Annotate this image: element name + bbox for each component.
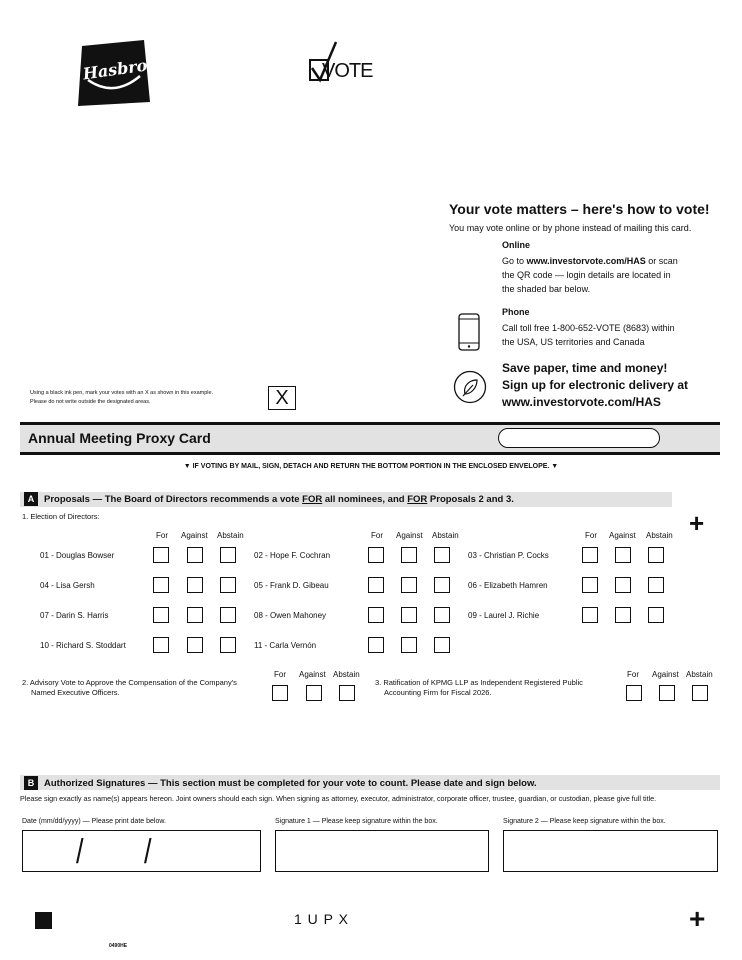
signature-2-field[interactable]: [503, 830, 718, 872]
column-header-abstain: Abstain: [217, 531, 244, 540]
nominee-label: 05 - Frank D. Gibeau: [254, 581, 329, 590]
nominee-label: 10 - Richard S. Stoddart: [40, 641, 126, 650]
nominee-9-for-checkbox[interactable]: [582, 607, 598, 623]
nominee-8-abstain-checkbox[interactable]: [434, 607, 450, 623]
nominee-2-against-checkbox[interactable]: [401, 547, 417, 563]
online-line2: the QR code — login details are located in: [502, 270, 671, 280]
proposal-2-abstain-checkbox[interactable]: [339, 685, 355, 701]
proposal-3-line1: 3. Ratification of KPMG LLP as Independent Registered Public: [375, 678, 583, 687]
how-to-vote-title: Your vote matters – here's how to vote!: [449, 201, 710, 217]
nominee-7-abstain-checkbox[interactable]: [220, 607, 236, 623]
nominee-5-against-checkbox[interactable]: [401, 577, 417, 593]
nominee-7-against-checkbox[interactable]: [187, 607, 203, 623]
proposal-2-against-checkbox[interactable]: [306, 685, 322, 701]
section-a-for1: FOR: [302, 494, 323, 505]
nominee-11-against-checkbox[interactable]: [401, 637, 417, 653]
nominee-1-abstain-checkbox[interactable]: [220, 547, 236, 563]
nominee-label: 11 - Carla Vernón: [254, 641, 317, 650]
vote-logo: [308, 40, 388, 84]
nominee-5-for-checkbox[interactable]: [368, 577, 384, 593]
nominee-4-abstain-checkbox[interactable]: [220, 577, 236, 593]
online-line1-suffix: or scan: [645, 256, 678, 266]
example-mark: X: [275, 387, 289, 409]
nominee-11-for-checkbox[interactable]: [368, 637, 384, 653]
nominee-5-abstain-checkbox[interactable]: [434, 577, 450, 593]
column-header-for: For: [371, 531, 383, 540]
nominee-3-for-checkbox[interactable]: [582, 547, 598, 563]
footer-code: 1 U P X: [294, 911, 349, 927]
proposal-3-abstain-checkbox[interactable]: [692, 685, 708, 701]
proposal-2-for-checkbox[interactable]: [272, 685, 288, 701]
nominee-9-abstain-checkbox[interactable]: [648, 607, 664, 623]
section-a-title: [44, 494, 514, 505]
column-header-against: Against: [396, 531, 423, 540]
save-line1: Save paper, time and money!: [502, 361, 668, 375]
nominee-6-against-checkbox[interactable]: [615, 577, 631, 593]
nominee-label: 02 - Hope F. Cochran: [254, 551, 331, 560]
section-b-letter: B: [24, 776, 38, 790]
nominee-label: 07 - Darin S. Harris: [40, 611, 109, 620]
signature-2-label: Signature 2 — Please keep signature within the box.: [503, 818, 666, 825]
nominee-10-against-checkbox[interactable]: [187, 637, 203, 653]
date-separator-2: /: [143, 833, 152, 871]
nominee-11-abstain-checkbox[interactable]: [434, 637, 450, 653]
column-header-abstain: Abstain: [432, 531, 459, 540]
column-header-against: Against: [609, 531, 636, 540]
hasbro-logo: [74, 40, 154, 108]
online-line1-prefix: Go to: [502, 256, 527, 266]
save-line2: Sign up for electronic delivery at: [502, 378, 689, 392]
nominee-label: 09 - Laurel J. Richie: [468, 611, 540, 620]
proposal-3-header-against: Against: [652, 670, 679, 679]
proposal-2-header-against: Against: [299, 670, 326, 679]
nominee-9-against-checkbox[interactable]: [615, 607, 631, 623]
nominee-2-abstain-checkbox[interactable]: [434, 547, 450, 563]
phone-icon: [458, 313, 480, 356]
footer-small-code: 0490HE: [109, 943, 128, 949]
save-paper-text: [502, 360, 688, 411]
nominee-6-abstain-checkbox[interactable]: [648, 577, 664, 593]
phone-line1: Call toll free 1-800-652-VOTE (8683) within: [502, 323, 675, 333]
vote-logo-text: VOTE: [322, 60, 373, 82]
date-label: Date (mm/dd/yyyy) — Please print date below.: [22, 818, 166, 825]
section-a-for2: FOR: [407, 494, 428, 505]
online-url[interactable]: www.investorvote.com/HAS: [526, 256, 646, 266]
online-title: Online: [502, 240, 531, 250]
instructions-line2: Please do not write outside the designated areas.: [30, 399, 151, 405]
nominee-6-for-checkbox[interactable]: [582, 577, 598, 593]
column-header-against: Against: [181, 531, 208, 540]
instructions-line1: Using a black ink pen, mark your votes with an X as shown in this example.: [30, 390, 214, 396]
nominee-label: 03 - Christian P. Cocks: [468, 551, 549, 560]
corner-square-mark: [35, 912, 52, 929]
column-header-abstain: Abstain: [646, 531, 673, 540]
online-line3: the shaded bar below.: [502, 284, 591, 294]
nominee-8-against-checkbox[interactable]: [401, 607, 417, 623]
nominee-10-abstain-checkbox[interactable]: [220, 637, 236, 653]
proposal-2: [22, 678, 237, 698]
phone-title: Phone: [502, 307, 530, 317]
proposal-2-line1: 2. Advisory Vote to Approve the Compensation of the Company's: [22, 678, 237, 687]
hasbro-logo-text: Hasbro: [81, 55, 149, 84]
column-header-for: For: [585, 531, 597, 540]
section-a-title-mid: all nominees, and: [322, 494, 408, 505]
card-title: Annual Meeting Proxy Card: [28, 430, 211, 446]
section-a-title-prefix: Proposals — The Board of Directors recommends a vote: [44, 494, 303, 505]
signature-1-label: Signature 1 — Please keep signature within the box.: [275, 818, 438, 825]
nominee-2-for-checkbox[interactable]: [368, 547, 384, 563]
proposal-3-against-checkbox[interactable]: [659, 685, 675, 701]
save-line3[interactable]: www.investorvote.com/HAS: [502, 395, 661, 409]
section-a-letter: A: [24, 492, 38, 506]
nominee-10-for-checkbox[interactable]: [153, 637, 169, 653]
signature-1-field[interactable]: [275, 830, 489, 872]
election-label: 1. Election of Directors:: [22, 512, 100, 521]
nominee-7-for-checkbox[interactable]: [153, 607, 169, 623]
nominee-4-for-checkbox[interactable]: [153, 577, 169, 593]
nominee-label: 08 - Owen Mahoney: [254, 611, 327, 620]
proposal-2-line2: Named Executive Officers.: [31, 688, 120, 697]
leaf-icon: [453, 370, 487, 409]
phone-line2: the USA, US territories and Canada: [502, 337, 645, 347]
proposal-3-line2: Accounting Firm for Fiscal 2026.: [384, 688, 492, 697]
how-to-vote-subtitle: You may vote online or by phone instead of mailing this card.: [449, 223, 692, 233]
proposal-3-header-for: For: [627, 670, 639, 679]
nominee-4-against-checkbox[interactable]: [187, 577, 203, 593]
date-field[interactable]: [22, 830, 261, 872]
nominee-1-against-checkbox[interactable]: [187, 547, 203, 563]
plus-mark-top: +: [689, 508, 705, 538]
instructions: [30, 389, 213, 407]
phone-text: [502, 321, 675, 349]
example-mark-box: [268, 386, 296, 410]
nominee-8-for-checkbox[interactable]: [368, 607, 384, 623]
nominee-1-for-checkbox[interactable]: [153, 547, 169, 563]
nominee-3-against-checkbox[interactable]: [615, 547, 631, 563]
plus-mark-bottom: +: [689, 903, 706, 934]
section-b-title: Authorized Signatures — This section must be completed for your vote to count. Please date and sign below.: [44, 778, 537, 789]
section-b-text: Please sign exactly as name(s) appears hereon. Joint owners should each sign. When signing as attorney, executor, administrator, corporate officer, trustee, guardian, or custodian, please give full title.: [20, 794, 657, 803]
detach-note: ▼ IF VOTING BY MAIL, SIGN, DETACH AND RETURN THE BOTTOM PORTION IN THE ENCLOSED ENVELOPE. ▼: [183, 463, 559, 470]
nominee-3-abstain-checkbox[interactable]: [648, 547, 664, 563]
nominee-label: 06 - Elizabeth Hamren: [468, 581, 548, 590]
nominee-label: 04 - Lisa Gersh: [40, 581, 95, 590]
date-separator-1: /: [75, 833, 84, 871]
nominee-label: 01 - Douglas Bowser: [40, 551, 115, 560]
control-number-field: [498, 428, 660, 448]
section-a-title-suffix: Proposals 2 and 3.: [427, 494, 514, 505]
proposal-2-header-for: For: [274, 670, 286, 679]
proposal-3-for-checkbox[interactable]: [626, 685, 642, 701]
proposal-3: [375, 678, 583, 698]
proposal-3-header-abstain: Abstain: [686, 670, 713, 679]
proposal-2-header-abstain: Abstain: [333, 670, 360, 679]
column-header-for: For: [156, 531, 168, 540]
online-text: [502, 254, 678, 296]
